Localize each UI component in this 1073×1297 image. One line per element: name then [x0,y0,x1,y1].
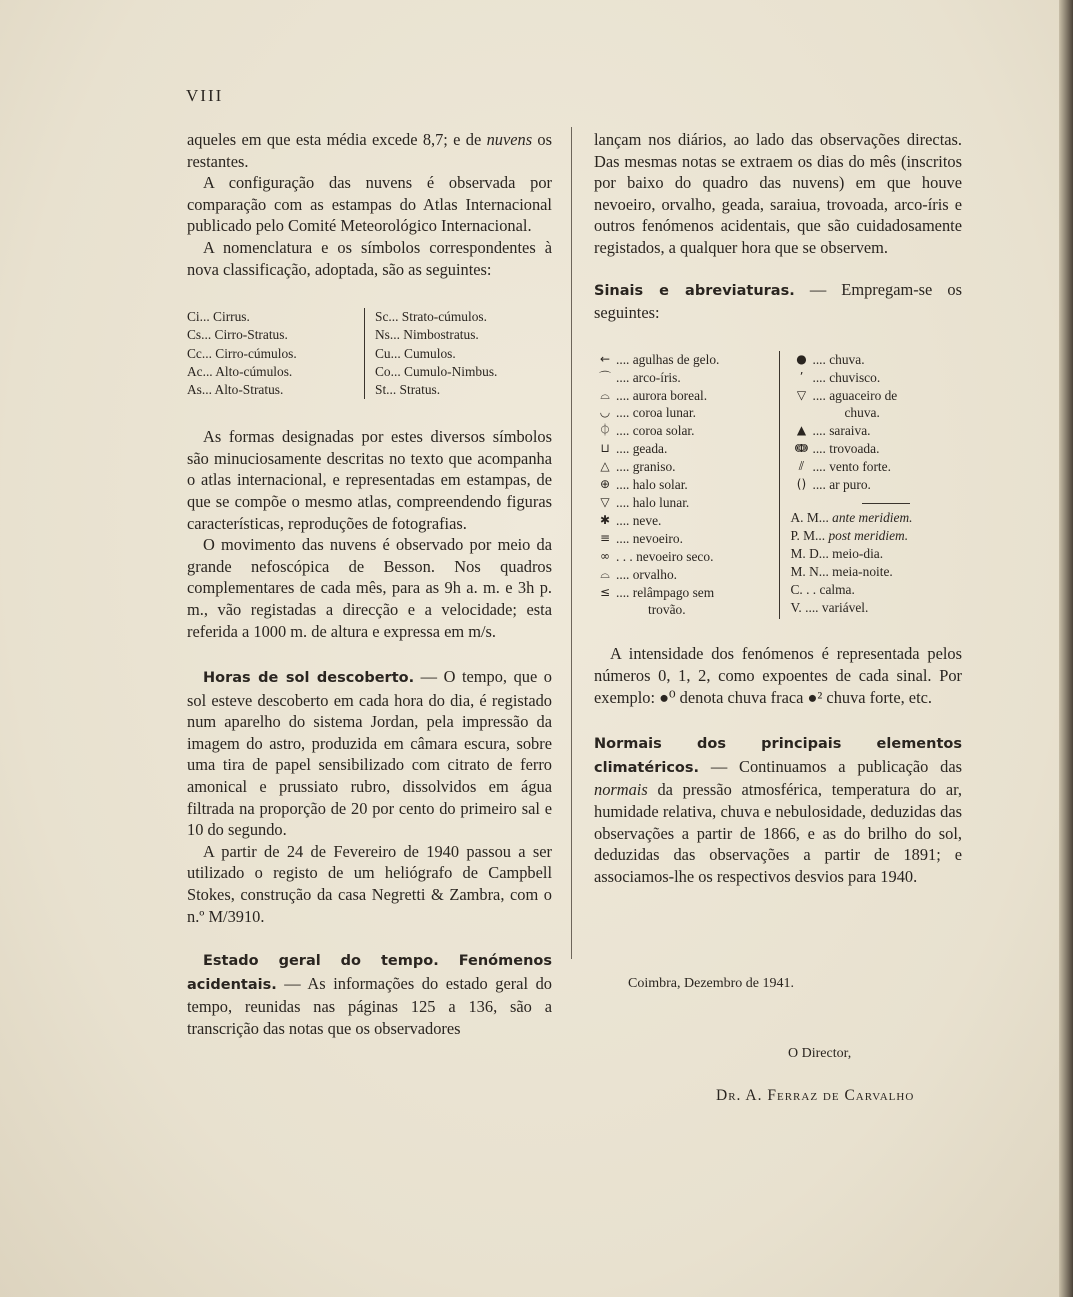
paragraph: aqueles em que esta média excede 8,7; e de nuvens os restantes. [187,130,552,171]
weather-symbol-icon: ⌓ [600,387,610,402]
symbol-row [790,387,962,405]
section-estado: Estado geral do tempo. Fenómenos acidentais. — As informações do estado geral do tempo, reunidas nas páginas 125 a 136, são a transcrição das notas que os observadores [187,953,552,1039]
symbol-row [790,458,962,476]
director-label: O Director, [788,1046,852,1061]
right-column [594,129,962,887]
symbol-label: .... geada. [616,441,668,457]
abbreviation: C. . . [790,581,820,597]
symbol-row [790,422,962,440]
section-heading: Normais dos principais elementos climatéricos. [594,736,962,776]
section-heading: Estado geral do tempo. Fenómenos acidentais. [187,953,552,993]
symbol-row [594,369,779,387]
weather-symbol-icon: ≤ [599,584,611,599]
section-sinais: Sinais e abreviaturas. — Empregam-se os seguintes: [594,279,962,323]
weather-symbol-icon: ⌒ [598,369,611,384]
section-horas: Horas de sol descoberto. — O tempo, que o sol esteve descoberto em cada hora do dia, é registado num aparelho do sistema Jordan, pela impressão da imagem do astro, produzida em câmara escura, sobre uma tira de papel sensibilizado com citrato de ferro amonical e prussiato rubro, dissolvidos em água filtrada na proporção de 20 por cento do primeiro sal e 10 do segundo. [187,667,552,840]
abbreviation-meaning: meio-dia. [832,545,884,561]
symbol-row [790,351,962,369]
symbol-label: .... coroa solar. [616,423,695,439]
weather-symbol-icon: ⊔ [600,441,610,456]
nomenclature-right [364,308,552,399]
weather-symbol-icon: ⫽ [798,459,805,474]
symbol-label: .... ar puro. [812,477,871,493]
symbol-row [594,601,779,619]
abbreviation: A. M... [790,510,833,525]
page-number: VIII [186,86,224,105]
abbreviation-row [790,581,962,599]
nomenclature-item: Cc... Cirro-cúmulos. [187,345,297,361]
nomenclature-left [187,308,364,399]
symbol-row [594,476,779,494]
symbol-row [594,387,779,405]
weather-symbol-icon: ⏀ [598,423,611,438]
symbol-row [790,404,962,422]
paragraph: As formas designadas por estes diversos símbolos são minuciosamente descritas no texto que acompanha o atlas internacional, e representadas em estampas, de que se compõe o mesmo atlas, compreendendo figuras características, reproduções de fotografias. [187,427,552,533]
nomenclature-item: Sc... Strato-cúmulos. [375,309,487,325]
paragraph: A partir de 24 de Fevereiro de 1940 passou a ser utilizado o registo de um heliógrafo de Campbell Stokes, construção da casa Negretti & Zambra, com o n.º M/3910. [187,841,552,926]
weather-symbol-icon: ✱ [599,512,611,527]
date-line: Coimbra, Dezembro de 1941. [628,976,795,991]
weather-symbol-icon: ← [599,351,611,366]
symbol-label: .... chuva. [812,351,865,367]
section-normais: Normais dos principais elementos climatéricos. — Continuamos a publicação das normais da pressão atmosférica, temperatura do ar, humidade relativa, chuva e nebulosidade, deduzidas das observações a partir de 1866, e as do brilho do sol, deduzidas das observações a partir de 1891; e associamos-lhe os respectivos desvios para 1940. [594,736,962,886]
symbol-row [790,476,962,494]
symbol-label: .... trovoada. [812,441,880,457]
nomenclature-item: Ns... Nimbostratus. [375,327,479,343]
symbol-row [594,422,779,440]
weather-symbol-icon: ↈ [794,441,809,456]
paragraph: A nomenclatura e os símbolos correspondentes à nova classificação, adoptada, são as seguintes: [187,237,552,279]
symbol-label: .... graniso. [616,459,676,475]
symbol-label: trovão. [648,602,686,618]
nomenclature-item: Cu... Cumulos. [375,345,456,361]
weather-symbol-icon: ⊕ [599,477,611,492]
symbol-label: .... arco-íris. [616,369,681,385]
symbol-row [594,440,779,458]
symbol-row [790,440,962,458]
weather-symbol-icon: ▽ [796,387,807,402]
page-edge-shadow [1059,0,1073,1297]
weather-symbol-icon: ● [796,351,807,366]
abbr-rule [862,503,910,504]
paragraph: lançam nos diários, ao lado das observações directas. Das mesmas notas se extraem os dias do mês (inscritos por baixo do quadro das nuvens) em que houve nevoeiro, orvalho, geada, saraiua, trovoada, arco-íris e outros fenómenos acidentais, que são cuidadosamente registados, a qualquer hora que se observem. [594,130,962,257]
symbol-row [594,494,779,512]
symbol-row [594,566,779,584]
abbreviation-row [790,509,962,527]
symbol-label: .... relâmpago sem [616,584,715,600]
symbol-label: .... halo lunar. [616,495,690,510]
column-divider [571,127,572,959]
weather-symbol-icon: ⌓ [600,566,610,581]
symbol-row [594,548,779,566]
symbol-label: .... halo solar. [616,477,688,493]
symbols-left [594,351,779,620]
symbol-label: .... aguaceiro de [812,387,898,403]
weather-symbol-icon: ∞ [600,548,610,563]
symbol-label: .... agulhas de gelo. [616,351,720,367]
abbreviation-meaning: variável. [821,599,869,615]
symbol-label: . . . nevoeiro seco. [616,548,714,564]
symbol-label: .... orvalho. [616,566,677,582]
abbreviation-meaning: calma. [819,581,855,597]
weather-symbol-icon: ’ [799,369,804,384]
weather-symbol-icon: ▽ [600,495,610,509]
abbreviation-row [790,563,962,581]
nomenclature-item: Ac... Alto-cúmulos. [187,363,293,379]
paragraph: O movimento das nuvens é observado por meio da grande nefoscópica de Besson. Nos quadros complementares de cada mês, para as 9h a. m. e 3h p. m., vão registadas a direcção e a velocidade; esta referida a 1000 m. de altura e expressa em m/s. [187,535,552,641]
weather-symbol-icon: ◡ [599,405,611,420]
nomenclature-item: St... Stratus. [375,381,441,397]
section-heading: Horas de sol descoberto. [203,670,415,687]
symbol-row [594,404,779,422]
weather-symbol-icon: △ [600,459,610,474]
symbol-label: .... chuvisco. [812,369,881,385]
abbreviation: M. D... [790,545,833,561]
symbol-row [594,351,779,369]
nomenclature-item: Co... Cumulo-Nimbus. [375,363,498,379]
symbol-label: .... nevoeiro. [616,530,683,546]
abbreviation-meaning: ante meridiem. [832,510,913,525]
nomenclature-item: As... Alto-Stratus. [187,381,284,397]
abbreviation: V. .... [790,599,822,615]
weather-symbol-icon: () [796,477,807,492]
symbol-row [594,512,779,530]
paragraph: A configuração das nuvens é observada por comparação com as estampas do Atlas Internacional publicado pelo Comité Meteorológico Internacional. [187,173,552,236]
abbreviation-meaning: post meridiem. [828,527,909,543]
weather-symbol-icon: ▲ [796,423,807,438]
symbol-label: .... saraiva. [812,423,871,439]
abbreviation: M. N... [790,563,833,579]
symbol-label: .... vento forte. [812,459,891,475]
symbol-row [594,458,779,476]
abbreviation-row [790,527,962,545]
left-column [187,129,552,1040]
signature: Dr. A. Ferraz de Carvalho [716,1087,915,1104]
symbols-table [594,351,962,620]
weather-symbol-icon: ≡ [599,530,611,545]
paragraph: A intensidade dos fenómenos é representada pelos números 0, 1, 2, como expoentes de cada sinal. Por exemplo: ●⁰ denota chuva fraca ●² chuva forte, etc. [594,644,962,707]
abbreviation: P. M... [790,527,829,543]
symbol-label: .... aurora boreal. [616,387,708,403]
symbol-row [594,584,779,602]
symbol-row [790,369,962,387]
weather-symbol-icon [594,601,616,619]
cloud-nomenclature-table [187,308,552,399]
symbol-row [594,530,779,548]
weather-symbol-icon [790,404,812,422]
abbreviation-row [790,545,962,563]
abbreviation-row [790,599,962,617]
section-heading: Sinais e abreviaturas. [594,282,795,299]
symbols-right [779,351,962,620]
nomenclature-item: Cs... Cirro-Stratus. [187,327,288,343]
symbol-label: .... neve. [616,512,662,528]
symbol-label: chuva. [844,405,880,421]
symbol-label: .... coroa lunar. [616,405,696,421]
abbreviation-meaning: meia-noite. [832,563,893,579]
nomenclature-item: Ci... Cirrus. [187,309,250,325]
